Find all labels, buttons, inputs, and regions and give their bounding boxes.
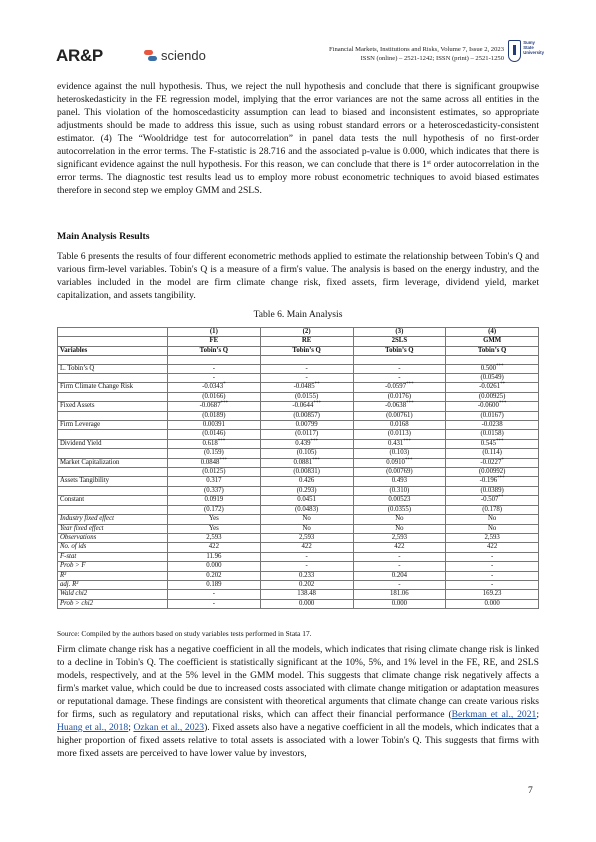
stat-cell: 2,593 — [446, 533, 539, 542]
se-cell: - — [168, 374, 261, 383]
coef-cell: 0.618*** — [168, 439, 261, 448]
table-row-coef — [58, 402, 539, 411]
intro-paragraph: evidence against the null hypothesis. Thus, we reject the null hypothesis and conclude that there is significant groupwise heteroskedasticity in the FE regression model, implying that the error variances are not the same across all entities in the panel. This violation of the homoscedasticity assumption can lead to biased and inconsistent estimates, so appropriate adjustments should be made to address this issue, such as using robust standard errors or a heteroscedasticity-consistent estimator. (4) The “Wooldridge test for autocorrelation” in panel data tests the null hypothesis of no first-order autocorrelation in the error terms. The F-statistic is 28.716 and the associated p-value is 0.000, which indicates that there is significant evidence against the null hypothesis. For this reason, we can conclude that there is 1st order autocorrelation in the error terms. The diagnostic test results lead us to employ more robust econometric techniques to avoid biased estimates therefore in second step we employ GMM and 2SLS. — [57, 81, 539, 196]
stat-cell: 169.23 — [446, 590, 539, 599]
se-cell: (0.0549) — [446, 374, 539, 383]
stat-cell: - — [446, 552, 539, 561]
coef-cell: 0.0910*** — [353, 458, 446, 467]
stat-cell: - — [353, 562, 446, 571]
stat-label: Year fixed effect — [58, 524, 168, 533]
coef-cell: 0.426 — [260, 477, 353, 486]
stat-cell: - — [260, 552, 353, 561]
coef-cell: 0.0919 — [168, 496, 261, 505]
stat-cell: 181.06 — [353, 590, 446, 599]
se-cell: (0.0146) — [168, 430, 261, 439]
table-caption: Table 6. Main Analysis — [253, 309, 343, 320]
se-cell: (0.0355) — [353, 505, 446, 514]
table-row-stat — [58, 571, 539, 580]
table-row-se — [58, 411, 539, 420]
coef-cell: -0.0485** — [260, 383, 353, 392]
stat-cell: 422 — [168, 543, 261, 552]
stat-label: adj. R² — [58, 580, 168, 589]
stat-cell: 0.189 — [168, 580, 261, 589]
stat-label: No. of ids — [58, 543, 168, 552]
stat-label: F-stat — [58, 552, 168, 561]
coef-cell: -0.0343* — [168, 383, 261, 392]
stat-cell: 0.202 — [260, 580, 353, 589]
stat-cell: 0.000 — [168, 562, 261, 571]
row-label: Firm Leverage — [58, 421, 168, 430]
sciendo-mark-icon — [144, 49, 157, 62]
coef-cell: 0.439*** — [260, 439, 353, 448]
coef-cell: 0.0848*** — [168, 458, 261, 467]
se-cell: (0.00769) — [353, 468, 446, 477]
se-cell: (0.00992) — [446, 468, 539, 477]
stat-cell: No — [353, 524, 446, 533]
page-header — [56, 40, 544, 74]
stat-cell: No — [446, 524, 539, 533]
stat-cell: 138.48 — [260, 590, 353, 599]
se-cell: (0.0166) — [168, 392, 261, 401]
coef-cell: -0.0644*** — [260, 402, 353, 411]
table-row-coef — [58, 421, 539, 430]
se-cell: (0.00857) — [260, 411, 353, 420]
coef-cell: 0.493 — [353, 477, 446, 486]
section-paragraph: Table 6 presents the results of four different econometric methods applied to estimate the relationship between Tobin's Q and various firm-level variables. Tobin's Q is a measure of a firm's value. The analysis is based on the energy industry, and the variables included in the model are firm climate change risk, fixed assets, firm leverage, dividend yield, market capitalization, and assets tangibility. — [57, 251, 539, 301]
table-header-row-methods: FE RE 2SLS GMM — [58, 337, 539, 346]
se-cell: (0.0158) — [446, 430, 539, 439]
journal-title-line: Financial Markets, Institutions and Risks, Volume 7, Issue 2, 2023 — [328, 46, 504, 53]
stat-cell: - — [353, 552, 446, 561]
table-row-se — [58, 374, 539, 383]
coef-cell: 0.0881*** — [260, 458, 353, 467]
se-cell: (0.0483) — [260, 505, 353, 514]
table-row-se — [58, 486, 539, 495]
se-cell: (0.00761) — [353, 411, 446, 420]
variables-header: Variables — [58, 346, 168, 355]
stat-cell: Yes — [168, 524, 261, 533]
coef-cell: -0.0597*** — [353, 383, 446, 392]
table-row-se — [58, 392, 539, 401]
row-label: L. Tobin’s Q — [58, 364, 168, 373]
se-cell: (0.00831) — [260, 468, 353, 477]
coef-cell: -0.0687*** — [168, 402, 261, 411]
table-row-coef — [58, 496, 539, 505]
coef-cell: - — [260, 364, 353, 373]
coef-cell: - — [168, 364, 261, 373]
sciendo-logo — [144, 48, 206, 63]
stat-cell: 0.202 — [168, 571, 261, 580]
table-row-se — [58, 430, 539, 439]
stat-label: Industry fixed effect — [58, 515, 168, 524]
coef-cell: 0.0168 — [353, 421, 446, 430]
row-label: Market Capitalization — [58, 458, 168, 467]
stat-cell: - — [446, 580, 539, 589]
table-row-se — [58, 449, 539, 458]
coef-cell: 0.00523 — [353, 496, 446, 505]
stat-cell: - — [260, 562, 353, 571]
coef-cell: 0.431*** — [353, 439, 446, 448]
row-label: Constant — [58, 496, 168, 505]
results-table — [57, 327, 539, 609]
stat-cell: - — [168, 590, 261, 599]
se-cell: - — [260, 374, 353, 383]
citation-huang[interactable]: Huang et al., 2018 — [57, 722, 129, 733]
se-cell: (0.178) — [446, 505, 539, 514]
se-cell: - — [353, 374, 446, 383]
stat-cell: - — [353, 580, 446, 589]
stat-cell: No — [353, 515, 446, 524]
stat-cell: Yes — [168, 515, 261, 524]
journal-info — [242, 45, 504, 63]
coef-cell: 0.500*** — [446, 364, 539, 373]
se-cell: (0.0113) — [353, 430, 446, 439]
discussion-paragraph: Firm climate change risk has a negative coefficient in all the models, which indicates that rising climate change risk is linked to a decline in Tobin's Q. The coefficient is statistically significant at the 10%, 5%, and 1% level in the FE, RE, and 2SLS models, respectively, and at the 5% level in the GMM model. This suggests that climate change risk negatively affects a firm's market value, which could be due to increased costs associated with climate change mitigation or adaptation measures or reputational damage. These findings are consistent with theoretical arguments that climate change can create various risks for firms, such as regulatory and reputational risks, which can affect their financial performance (Berkman et al., 2021; Huang et al., 2018; Ozkan et al., 2023). Fixed assets also have a negative coefficient in all the models, which indicates that a higher proportion of fixed assets relative to total assets is associated with a lower Tobin's Q. This suggests that firms with more fixed assets are perceived to have lower value by investors, — [57, 644, 539, 759]
table-row-stat — [58, 552, 539, 561]
stat-cell: 422 — [446, 543, 539, 552]
stat-label: R² — [58, 571, 168, 580]
stat-cell: 11.96 — [168, 552, 261, 561]
table-row-se — [58, 505, 539, 514]
table-row-coef — [58, 458, 539, 467]
university-wordmark: Sumy State University — [523, 40, 544, 55]
se-cell: (0.172) — [168, 505, 261, 514]
table-row-se — [58, 468, 539, 477]
coef-cell: - — [353, 364, 446, 373]
stat-cell: 2,593 — [353, 533, 446, 542]
table-row-stat — [58, 599, 539, 608]
table-header-row-numbers: (1) (2) (3) (4) — [58, 328, 539, 337]
stat-cell: - — [446, 562, 539, 571]
coef-cell: -0.507** — [446, 496, 539, 505]
stat-cell: No — [260, 515, 353, 524]
coef-cell: -0.0238 — [446, 421, 539, 430]
table-header-row-depvar: Variables Tobin’s Q Tobin’s Q Tobin’s Q Tobin’s Q — [58, 346, 539, 355]
se-cell: (0.0176) — [353, 392, 446, 401]
se-cell: (0.103) — [353, 449, 446, 458]
table-source-note: Source: Compiled by the authors based on study variables tests performed in Stata 17. — [57, 629, 312, 638]
se-cell: (0.310) — [353, 486, 446, 495]
row-label: Dividend Yield — [58, 439, 168, 448]
stat-cell: 0.000 — [260, 599, 353, 608]
se-cell: (0.0189) — [168, 411, 261, 420]
row-label: Firm Climate Change Risk — [58, 383, 168, 392]
row-label: Assets Tangibility — [58, 477, 168, 486]
stat-label: Prob > F — [58, 562, 168, 571]
stat-label: Prob > chi2 — [58, 599, 168, 608]
table-row-stat — [58, 533, 539, 542]
stat-cell: No — [260, 524, 353, 533]
stat-cell: 2,593 — [260, 533, 353, 542]
table-row-coef — [58, 439, 539, 448]
university-logo — [508, 40, 544, 74]
citation-ozkan[interactable]: Ozkan et al., 2023 — [133, 722, 205, 733]
table-row-stat — [58, 524, 539, 533]
table-row-stat — [58, 590, 539, 599]
coef-cell: 0.317 — [168, 477, 261, 486]
stat-cell: 2,593 — [168, 533, 261, 542]
coef-cell: -0.0638*** — [353, 402, 446, 411]
table-row-coef — [58, 383, 539, 392]
table-spacer-row — [58, 356, 539, 364]
table-row-stat — [58, 515, 539, 524]
row-label: Fixed Assets — [58, 402, 168, 411]
stat-cell: - — [168, 599, 261, 608]
stat-label: Observations — [58, 533, 168, 542]
se-cell: (0.0389) — [446, 486, 539, 495]
arp-logo: AR&P — [56, 46, 103, 65]
se-cell: (0.00925) — [446, 392, 539, 401]
coef-cell: 0.00799 — [260, 421, 353, 430]
sciendo-wordmark: sciendo — [161, 48, 206, 63]
university-emblem-icon — [508, 40, 521, 62]
coef-cell: 0.545*** — [446, 439, 539, 448]
coef-cell: -0.0227* — [446, 458, 539, 467]
stat-cell: 0.233 — [260, 571, 353, 580]
coef-cell: -0.0600*** — [446, 402, 539, 411]
coef-cell: -0.196*** — [446, 477, 539, 486]
page-number: 7 — [528, 785, 533, 796]
table-row-stat — [58, 580, 539, 589]
stat-cell: 422 — [260, 543, 353, 552]
coef-cell: 0.00391 — [168, 421, 261, 430]
journal-issn-line: ISSN (online) – 2521-1242; ISSN (print) – 2521-1250 — [360, 55, 504, 62]
se-cell: (0.0167) — [446, 411, 539, 420]
stat-cell: 422 — [353, 543, 446, 552]
se-cell: (0.0155) — [260, 392, 353, 401]
se-cell: (0.293) — [260, 486, 353, 495]
se-cell: (0.114) — [446, 449, 539, 458]
se-cell: (0.159) — [168, 449, 261, 458]
se-cell: (0.105) — [260, 449, 353, 458]
stat-cell: No — [446, 515, 539, 524]
stat-cell: - — [446, 571, 539, 580]
section-heading: Main Analysis Results — [57, 231, 150, 242]
se-cell: (0.0125) — [168, 468, 261, 477]
stat-cell: 0.000 — [353, 599, 446, 608]
se-cell: (0.0117) — [260, 430, 353, 439]
table-row-coef — [58, 364, 539, 373]
stat-label: Wald chi2 — [58, 590, 168, 599]
coef-cell: -0.0261** — [446, 383, 539, 392]
se-cell: (0.337) — [168, 486, 261, 495]
stat-cell: 0.204 — [353, 571, 446, 580]
table-row-stat — [58, 543, 539, 552]
coef-cell: 0.0451 — [260, 496, 353, 505]
stat-cell: 0.000 — [446, 599, 539, 608]
citation-berkman[interactable]: Berkman et al., 2021 — [451, 709, 537, 720]
table-row-stat — [58, 562, 539, 571]
table-row-coef — [58, 477, 539, 486]
